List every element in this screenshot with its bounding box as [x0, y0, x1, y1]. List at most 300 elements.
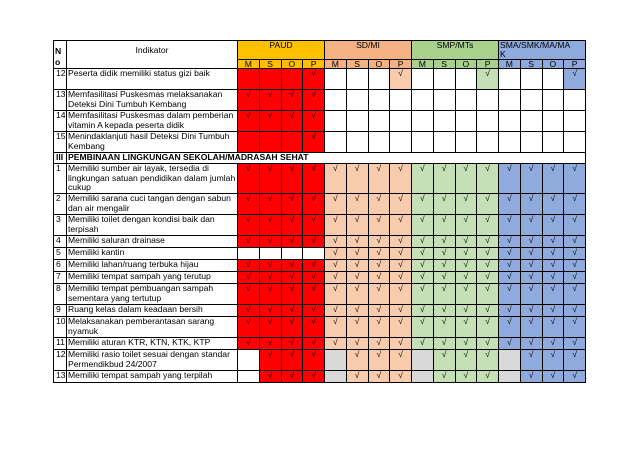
- check-cell: √: [390, 272, 412, 284]
- check-cell: √: [238, 338, 260, 350]
- check-cell: √: [542, 164, 564, 194]
- check-cell: [368, 111, 390, 132]
- check-cell: √: [238, 305, 260, 317]
- header-sub-paud-o: O: [281, 60, 303, 69]
- check-cell: √: [390, 317, 412, 338]
- check-cell: [564, 111, 586, 132]
- check-cell: √: [433, 284, 455, 305]
- check-cell: [325, 350, 347, 371]
- check-cell: √: [303, 272, 325, 284]
- section-title: PEMBINAAN LINGKUNGAN SEKOLAH/MADRASAH SEHAT: [67, 153, 586, 164]
- check-cell: [412, 69, 434, 90]
- check-cell: √: [346, 338, 368, 350]
- check-cell: √: [390, 236, 412, 248]
- check-cell: √: [303, 284, 325, 305]
- check-cell: √: [259, 272, 281, 284]
- section-number: III: [54, 153, 67, 164]
- table-row: [54, 272, 586, 284]
- check-cell: √: [455, 236, 477, 248]
- check-cell: √: [259, 90, 281, 111]
- check-cell: [499, 90, 521, 111]
- check-cell: √: [346, 317, 368, 338]
- check-cell: [455, 90, 477, 111]
- check-cell: [281, 248, 303, 260]
- check-cell: [368, 69, 390, 90]
- check-cell: √: [455, 194, 477, 215]
- check-cell: √: [564, 236, 586, 248]
- check-cell: [455, 132, 477, 153]
- header-smp: SMP/MTs: [412, 41, 499, 60]
- check-cell: √: [368, 236, 390, 248]
- check-cell: √: [368, 215, 390, 236]
- check-cell: √: [303, 260, 325, 272]
- check-cell: √: [477, 260, 499, 272]
- check-cell: √: [477, 338, 499, 350]
- header-sub-sd-p: P: [390, 60, 412, 69]
- check-cell: √: [499, 260, 521, 272]
- check-cell: √: [477, 350, 499, 371]
- check-cell: [259, 69, 281, 90]
- check-cell: √: [325, 194, 347, 215]
- check-cell: √: [390, 305, 412, 317]
- table-row: [54, 317, 586, 338]
- indicator-text: Memiliki tempat sampah yang terutup: [67, 272, 238, 284]
- check-cell: √: [281, 371, 303, 383]
- header-sma: SMA/SMK/MA/MA K: [499, 41, 586, 60]
- check-cell: √: [238, 317, 260, 338]
- indicator-text: Memiliki aturan KTR, KTN, KTK, KTP: [67, 338, 238, 350]
- check-cell: √: [303, 371, 325, 383]
- check-cell: [412, 132, 434, 153]
- check-cell: √: [390, 248, 412, 260]
- check-cell: √: [477, 194, 499, 215]
- indicator-text: Memiliki saluran drainase: [67, 236, 238, 248]
- check-cell: √: [499, 236, 521, 248]
- check-cell: [325, 132, 347, 153]
- row-number: 2: [54, 194, 67, 215]
- check-cell: √: [325, 248, 347, 260]
- check-cell: √: [281, 215, 303, 236]
- check-cell: √: [346, 248, 368, 260]
- check-cell: [412, 350, 434, 371]
- indicator-text: Memiliki toilet dengan kondisi baik dan terpisah: [67, 215, 238, 236]
- check-cell: √: [259, 194, 281, 215]
- check-cell: √: [368, 371, 390, 383]
- check-cell: [542, 111, 564, 132]
- check-cell: √: [477, 284, 499, 305]
- section-row: [54, 153, 586, 164]
- check-cell: √: [303, 350, 325, 371]
- check-cell: √: [390, 284, 412, 305]
- check-cell: √: [238, 194, 260, 215]
- check-cell: √: [325, 317, 347, 338]
- check-cell: √: [368, 305, 390, 317]
- check-cell: √: [455, 317, 477, 338]
- row-number: 3: [54, 215, 67, 236]
- check-cell: √: [368, 164, 390, 194]
- header-no: N o: [54, 41, 67, 69]
- check-cell: √: [477, 236, 499, 248]
- check-cell: √: [390, 260, 412, 272]
- check-cell: √: [499, 248, 521, 260]
- check-cell: √: [325, 272, 347, 284]
- check-cell: √: [259, 236, 281, 248]
- table-row: [54, 248, 586, 260]
- check-cell: √: [542, 305, 564, 317]
- table-row: [54, 371, 586, 383]
- header-sub-paud-p: P: [303, 60, 325, 69]
- check-cell: √: [259, 215, 281, 236]
- check-cell: [390, 132, 412, 153]
- check-cell: √: [303, 90, 325, 111]
- check-cell: √: [433, 338, 455, 350]
- check-cell: √: [281, 272, 303, 284]
- check-cell: √: [564, 371, 586, 383]
- check-cell: √: [259, 164, 281, 194]
- check-cell: [238, 371, 260, 383]
- check-cell: √: [542, 272, 564, 284]
- check-cell: √: [542, 284, 564, 305]
- check-cell: √: [238, 215, 260, 236]
- check-cell: √: [412, 194, 434, 215]
- row-number: 6: [54, 260, 67, 272]
- check-cell: √: [499, 284, 521, 305]
- table-row: [54, 111, 586, 132]
- check-cell: [520, 111, 542, 132]
- check-cell: √: [433, 236, 455, 248]
- check-cell: √: [303, 215, 325, 236]
- check-cell: [238, 132, 260, 153]
- check-cell: √: [390, 69, 412, 90]
- check-cell: [520, 90, 542, 111]
- row-number: 13: [54, 371, 67, 383]
- check-cell: √: [564, 69, 586, 90]
- check-cell: [433, 69, 455, 90]
- table-row: [54, 164, 586, 194]
- check-cell: √: [281, 338, 303, 350]
- check-cell: √: [499, 338, 521, 350]
- check-cell: √: [238, 164, 260, 194]
- check-cell: √: [412, 284, 434, 305]
- check-cell: [455, 111, 477, 132]
- check-cell: √: [564, 248, 586, 260]
- check-cell: √: [499, 305, 521, 317]
- indicator-text: Memiliki sumber air layak, tersedia di lingkungan satuan pendidikan dalam jumlah cukup: [67, 164, 238, 194]
- check-cell: √: [368, 350, 390, 371]
- check-cell: √: [412, 272, 434, 284]
- check-cell: √: [542, 371, 564, 383]
- check-cell: [325, 371, 347, 383]
- check-cell: √: [564, 317, 586, 338]
- check-cell: [542, 132, 564, 153]
- check-cell: √: [455, 248, 477, 260]
- check-cell: [259, 132, 281, 153]
- check-cell: √: [281, 350, 303, 371]
- row-number: 12: [54, 350, 67, 371]
- check-cell: √: [325, 215, 347, 236]
- check-cell: √: [455, 350, 477, 371]
- check-cell: [499, 132, 521, 153]
- check-cell: √: [346, 194, 368, 215]
- check-cell: [303, 248, 325, 260]
- check-cell: √: [259, 338, 281, 350]
- header-row-groups: [54, 41, 586, 60]
- check-cell: [325, 90, 347, 111]
- check-cell: √: [520, 371, 542, 383]
- check-cell: √: [412, 260, 434, 272]
- check-cell: √: [303, 132, 325, 153]
- check-cell: √: [303, 338, 325, 350]
- check-cell: √: [520, 260, 542, 272]
- check-cell: √: [542, 194, 564, 215]
- check-cell: √: [281, 111, 303, 132]
- check-cell: √: [499, 215, 521, 236]
- check-cell: [346, 69, 368, 90]
- row-number: 8: [54, 284, 67, 305]
- indicator-text: Memfasilitasi Puskesmas melaksanakan Deteksi Dini Tumbuh Kembang: [67, 90, 238, 111]
- check-cell: [477, 132, 499, 153]
- check-cell: √: [368, 338, 390, 350]
- header-sub-paud-s: S: [259, 60, 281, 69]
- row-number: 1: [54, 164, 67, 194]
- check-cell: √: [303, 317, 325, 338]
- check-cell: √: [303, 164, 325, 194]
- indicator-text: Memiliki lahan/ruang terbuka hijau: [67, 260, 238, 272]
- table-row: [54, 194, 586, 215]
- check-cell: √: [281, 284, 303, 305]
- check-cell: √: [542, 350, 564, 371]
- indicator-text: Memiliki rasio toilet sesuai dengan standar Permendikbud 24/2007: [67, 350, 238, 371]
- check-cell: [390, 111, 412, 132]
- check-cell: [542, 90, 564, 111]
- check-cell: √: [281, 317, 303, 338]
- check-cell: √: [412, 215, 434, 236]
- check-cell: [412, 90, 434, 111]
- check-cell: [499, 350, 521, 371]
- check-cell: √: [455, 164, 477, 194]
- check-cell: √: [520, 317, 542, 338]
- check-cell: [259, 248, 281, 260]
- check-cell: √: [564, 215, 586, 236]
- check-cell: √: [542, 317, 564, 338]
- check-cell: √: [281, 90, 303, 111]
- check-cell: √: [390, 194, 412, 215]
- check-cell: [346, 90, 368, 111]
- check-cell: √: [520, 164, 542, 194]
- check-cell: √: [325, 260, 347, 272]
- indicator-text: Melaksanakan pemberantasan sarang nyamuk: [67, 317, 238, 338]
- header-sub-sd-m: M: [325, 60, 347, 69]
- check-cell: √: [238, 260, 260, 272]
- check-cell: √: [259, 371, 281, 383]
- check-cell: √: [564, 284, 586, 305]
- row-number: 4: [54, 236, 67, 248]
- check-cell: √: [542, 248, 564, 260]
- check-cell: [412, 371, 434, 383]
- check-cell: √: [499, 317, 521, 338]
- check-cell: [564, 90, 586, 111]
- check-cell: √: [281, 260, 303, 272]
- check-cell: √: [259, 305, 281, 317]
- check-cell: √: [477, 215, 499, 236]
- check-cell: √: [477, 164, 499, 194]
- check-cell: √: [455, 305, 477, 317]
- header-sub-sd-s: S: [346, 60, 368, 69]
- check-cell: √: [433, 248, 455, 260]
- check-cell: √: [238, 90, 260, 111]
- check-cell: [390, 90, 412, 111]
- check-cell: √: [412, 338, 434, 350]
- header-sub-smp-p: P: [477, 60, 499, 69]
- check-cell: √: [433, 371, 455, 383]
- check-cell: √: [390, 164, 412, 194]
- check-cell: √: [390, 350, 412, 371]
- check-cell: √: [346, 260, 368, 272]
- check-cell: √: [238, 272, 260, 284]
- check-cell: √: [477, 371, 499, 383]
- check-cell: [368, 90, 390, 111]
- check-cell: √: [433, 305, 455, 317]
- check-cell: √: [542, 236, 564, 248]
- indicator-text: Memiliki sarana cuci tangan dengan sabun dan air mengalir: [67, 194, 238, 215]
- check-cell: [346, 111, 368, 132]
- check-cell: √: [499, 164, 521, 194]
- check-cell: √: [433, 215, 455, 236]
- check-cell: [346, 132, 368, 153]
- header-sub-sd-o: O: [368, 60, 390, 69]
- check-cell: [325, 111, 347, 132]
- header-sub-smp-m: M: [412, 60, 434, 69]
- check-cell: √: [346, 215, 368, 236]
- check-cell: √: [433, 272, 455, 284]
- table-row: [54, 284, 586, 305]
- check-cell: [238, 350, 260, 371]
- check-cell: √: [455, 272, 477, 284]
- check-cell: [433, 111, 455, 132]
- check-cell: √: [520, 284, 542, 305]
- header-sub-smp-s: S: [433, 60, 455, 69]
- table-row: [54, 260, 586, 272]
- check-cell: √: [433, 260, 455, 272]
- check-cell: √: [259, 317, 281, 338]
- check-cell: [325, 69, 347, 90]
- check-cell: [281, 69, 303, 90]
- header-indicator: Indikator: [67, 41, 238, 69]
- indicator-text: Memiliki tempat sampah yang terpilah: [67, 371, 238, 383]
- check-cell: √: [520, 215, 542, 236]
- check-cell: [433, 132, 455, 153]
- check-cell: √: [520, 338, 542, 350]
- check-cell: √: [433, 164, 455, 194]
- check-cell: √: [520, 236, 542, 248]
- check-cell: √: [412, 236, 434, 248]
- header-sd: SD/MI: [325, 41, 412, 60]
- check-cell: [499, 371, 521, 383]
- row-number: 15: [54, 132, 67, 153]
- check-cell: √: [303, 111, 325, 132]
- check-cell: √: [542, 338, 564, 350]
- check-cell: √: [390, 215, 412, 236]
- table-row: [54, 350, 586, 371]
- check-cell: √: [390, 338, 412, 350]
- check-cell: √: [477, 248, 499, 260]
- table-row: [54, 338, 586, 350]
- check-cell: [477, 111, 499, 132]
- check-cell: √: [346, 371, 368, 383]
- row-number: 7: [54, 272, 67, 284]
- check-cell: √: [412, 164, 434, 194]
- check-cell: √: [325, 338, 347, 350]
- indicator-text: Ruang kelas dalam keadaan bersih: [67, 305, 238, 317]
- check-cell: √: [368, 260, 390, 272]
- table-row: [54, 215, 586, 236]
- check-cell: √: [433, 194, 455, 215]
- check-cell: [455, 69, 477, 90]
- indicator-table: [53, 40, 586, 383]
- check-cell: [520, 69, 542, 90]
- row-number: 9: [54, 305, 67, 317]
- check-cell: √: [281, 164, 303, 194]
- check-cell: √: [281, 236, 303, 248]
- check-cell: [542, 69, 564, 90]
- check-cell: [281, 132, 303, 153]
- check-cell: √: [325, 236, 347, 248]
- check-cell: √: [303, 194, 325, 215]
- check-cell: [499, 111, 521, 132]
- header-paud: PAUD: [238, 41, 325, 60]
- check-cell: [499, 69, 521, 90]
- check-cell: √: [477, 272, 499, 284]
- check-cell: √: [325, 284, 347, 305]
- check-cell: √: [542, 215, 564, 236]
- check-cell: √: [455, 371, 477, 383]
- check-cell: [564, 132, 586, 153]
- check-cell: [412, 111, 434, 132]
- check-cell: [368, 132, 390, 153]
- check-cell: √: [390, 371, 412, 383]
- check-cell: √: [520, 350, 542, 371]
- check-cell: √: [303, 69, 325, 90]
- header-sub-sma-o: O: [542, 60, 564, 69]
- check-cell: √: [346, 305, 368, 317]
- check-cell: √: [520, 248, 542, 260]
- check-cell: √: [520, 305, 542, 317]
- check-cell: √: [477, 317, 499, 338]
- check-cell: √: [455, 260, 477, 272]
- check-cell: √: [564, 260, 586, 272]
- indicator-text: Memfasilitasi Puskesmas dalam pemberian vitamin A kepada peserta didik: [67, 111, 238, 132]
- check-cell: [520, 132, 542, 153]
- check-cell: √: [520, 194, 542, 215]
- check-cell: √: [455, 284, 477, 305]
- check-cell: √: [564, 338, 586, 350]
- table-row: [54, 132, 586, 153]
- check-cell: √: [238, 236, 260, 248]
- row-number: 14: [54, 111, 67, 132]
- check-cell: √: [564, 272, 586, 284]
- check-cell: √: [281, 194, 303, 215]
- check-cell: √: [455, 215, 477, 236]
- header-sub-sma-p: P: [564, 60, 586, 69]
- check-cell: √: [325, 305, 347, 317]
- row-number: 12: [54, 69, 67, 90]
- row-number: 11: [54, 338, 67, 350]
- check-cell: [238, 69, 260, 90]
- check-cell: √: [259, 350, 281, 371]
- check-cell: √: [477, 69, 499, 90]
- table-row: [54, 236, 586, 248]
- check-cell: √: [346, 272, 368, 284]
